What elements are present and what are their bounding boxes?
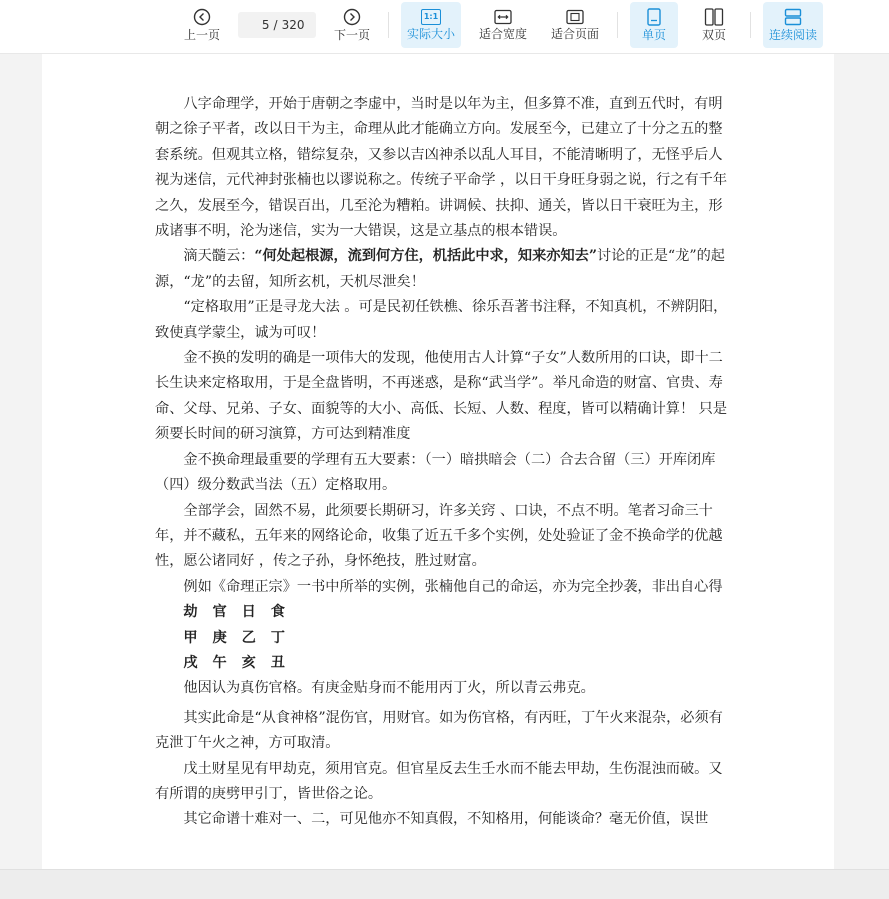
single-page-button[interactable] [630,2,678,48]
bazi-row-stems: 甲 庚 乙 丁 [183,629,290,646]
page-separator: / [273,18,278,32]
paragraph-five-elements: 金不换命理最重要的学理有五大要素：（一）暗拱暗会（二）合去合留（三）开库闭库（四）级分数武当法（五）定格取用。 [155,451,716,494]
fit-page-button[interactable] [545,2,605,48]
single-page-label: 单页 [641,28,666,42]
paragraph-caixing: 戊土财星见有甲劫克，须用官克。但官星反去生壬水而不能去甲劫，生伤混浊而破。又有所谓的庚劈甲引丁，皆世俗之论。 [155,760,723,802]
paragraph-dingge: “定格取用”正是寻龙大法 。可是民初任铁樵、徐乐吾著书注释，不知真机，不辨阴阳，致使真学蒙尘，诚为可叹！ [155,299,728,341]
prev-page-button[interactable] [178,2,226,48]
actual-size-label: 实际大小 [406,27,455,41]
fit-width-label: 适合宽度 [478,27,527,41]
single-page-icon [646,8,662,26]
double-page-label: 双页 [701,28,726,42]
toolbar-divider [750,12,751,38]
chevron-right-circle-icon [343,8,361,26]
paragraph-example: 例如《命理正宗》一书中所举的实例，张楠他自己的命运，亦为完全抄袭，非出自心得 [183,578,723,595]
next-page-button[interactable] [328,2,376,48]
bazi-row-shishen: 劫 官 日 食 [183,604,290,621]
paragraph-shishen: 其实此命是“从食神格”混伤官，用财官。如为伤官格，有丙旺，丁午火来混杂，必须有克泄丁午火之神，方可取清。 [155,709,723,752]
chevron-left-circle-icon [193,8,211,26]
paragraph-shangguan: 他因认为真伤官格。有庚金贴身而不能用丙丁火，所以青云弗克。 [183,680,595,697]
paragraph-prefix: 滴天髓云： [183,248,255,265]
paragraph-other: 其它命谱十难对一、二，可见他亦不知真假，不知格用，何能谈命？毫无价值，误世 [183,811,709,828]
paragraph-intro: 八字命理学，开始于唐朝之李虚中，当时是以年为主，但多算不准，直到五代时，有明朝之徐子平者，改以日干为主，命理从此才能确立方向。发展至今，已建立了十分之五的整套系统。但观其立格，错综复杂，又参以吉凶神杀以乱人耳目，不能清晰明了，无怪乎后人视为迷信，元代神封张楠也以谬说称之。传统子平命学 ，以日干身旺身弱之说，行之有千年之久，发展至今，错误百出，几至沦为糟粕。讲调候、扶抑、通关，皆以日干衰旺为主，形成诸事不明，沦为迷信，实为一大错误，这是立基点的根本错误。 [155,96,728,240]
fit-width-icon [494,9,512,25]
continuous-reading-icon [784,8,802,26]
fit-page-icon [566,9,584,25]
next-page-label: 下一页 [333,28,370,42]
reader-toolbar [0,0,889,54]
prev-page-label: 上一页 [183,28,220,42]
document-page [42,54,834,869]
page-indicator [238,12,316,38]
bottom-scroll-area [0,869,889,899]
paragraph-jinbuhuan: 金不换的发明的确是一项伟大的发现，他使用古人计算“子女”人数所用的口诀，即十二长生诀来定格取用，于是全盘皆明，不再迷惑，是称“武当学”。举凡命造的财富、官贵、寿命、父母、兄弟、子女、面貌等的大小、高低、长短、人数、程度，皆可以精确计算！ 只是须要长时间的研习演算，方可达到精准度 [155,350,728,443]
double-page-icon [704,8,724,26]
page-content [155,92,729,833]
current-page-input[interactable] [250,18,270,32]
paragraph-suffix: 讨论的正是“龙”的起源，“龙”的去留，知所玄机，天机尽泄矣！ [155,248,725,290]
bazi-row-branches: 戌 午 亥 丑 [183,654,290,671]
toolbar-divider [388,12,389,38]
continuous-reading-label: 连续阅读 [768,28,817,42]
toolbar-divider [617,12,618,38]
fit-page-label: 适合页面 [550,27,599,41]
actual-size-button[interactable] [401,2,461,48]
paragraph-study: 全部学会，固然不易，此须要长期研习，许多关窍 、口诀，不点不明。笔者习命三十年，并不藏私，五年来的网络论命，收集了近五千多个实例，处处验证了金不换命学的优越性，愿公诸同好 ，传之子孙，身怀绝技，胜过财富。 [155,502,723,570]
continuous-reading-button[interactable] [763,2,823,48]
paragraph-ditiansui [155,244,729,295]
quote-bold: “何处起根源，流到何方住，机括此中求，知来亦知去” [254,248,597,265]
double-page-button[interactable] [690,2,738,48]
total-pages: 320 [281,18,305,32]
actual-size-icon: 1:1 [421,9,441,25]
fit-width-button[interactable] [473,2,533,48]
